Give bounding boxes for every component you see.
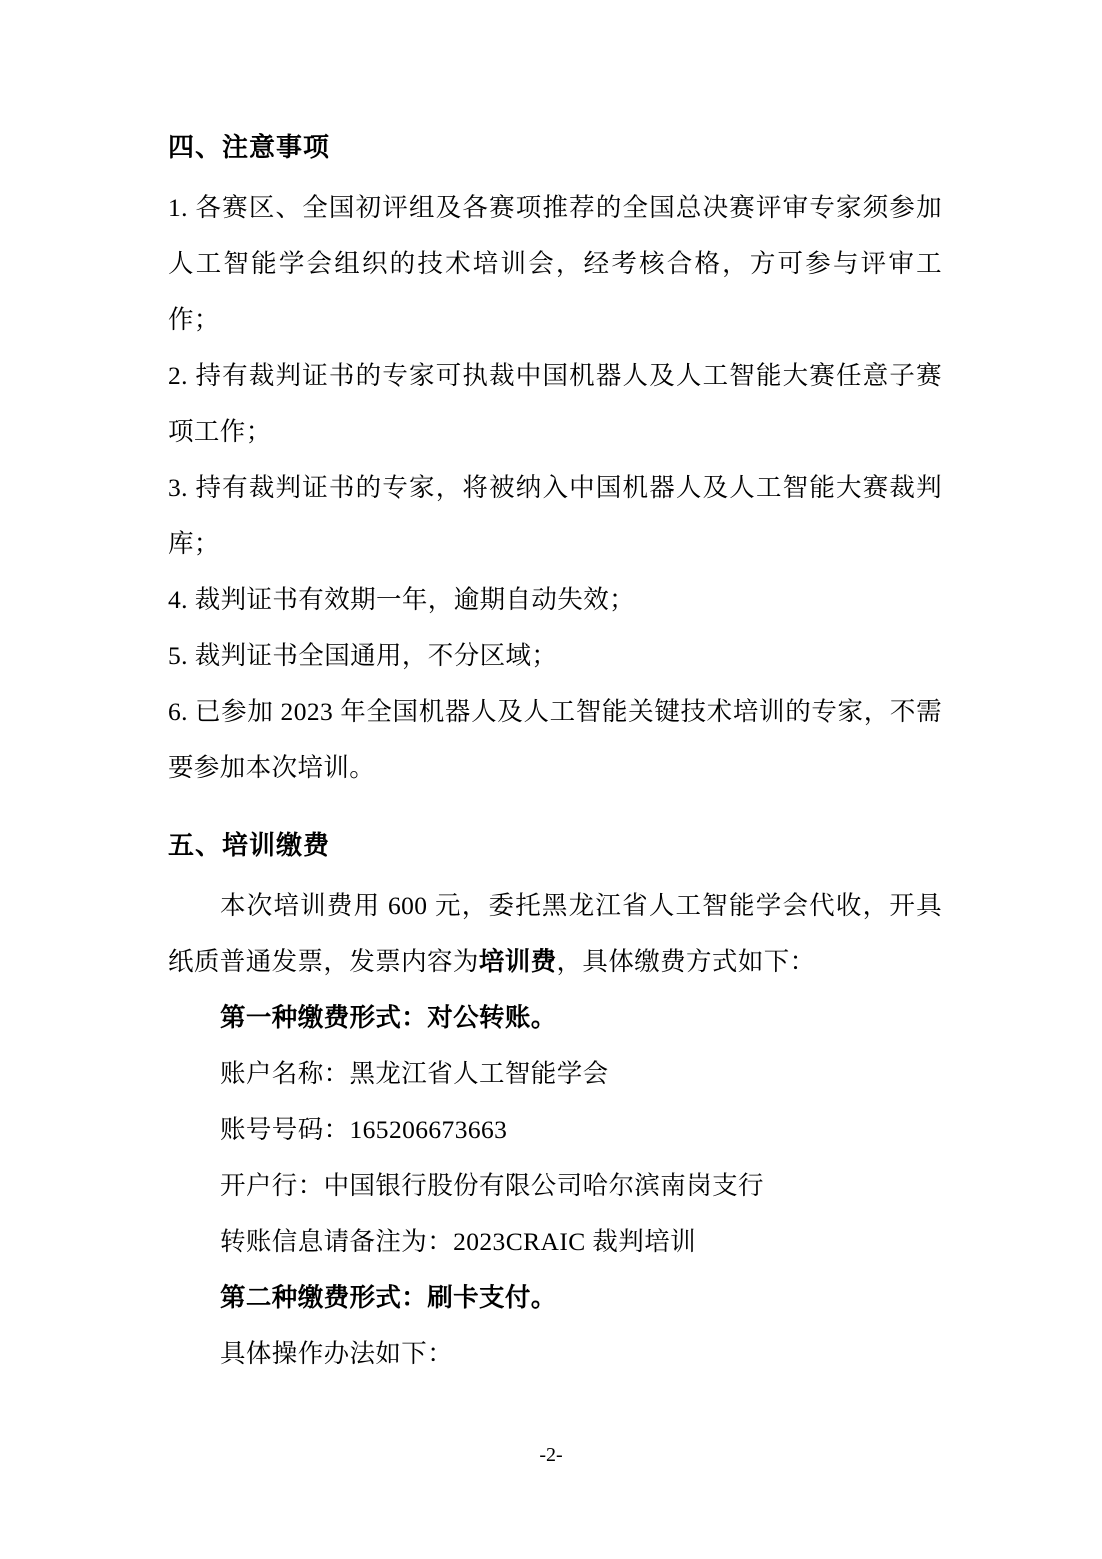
notes-item-4: 4. 裁判证书有效期一年，逾期自动失效； [168,585,636,614]
training-fee-intro-bold: 培训费 [478,947,557,976]
training-fee-intro [168,878,942,990]
payment-method-2-title: 第二种缴费形式：刷卡支付。 [220,1283,557,1312]
payment-account-number: 账号号码：165206673663 [220,1115,508,1144]
section-heading-notes: 四、注意事项 [168,133,331,162]
notes-paragraph-list [168,180,942,796]
notes-item-5: 5. 裁判证书全国通用，不分区域； [168,641,558,670]
training-fee-intro-before: 本次培训费用 600 元，委托黑龙江省人工智能学会代收，开具纸质普通发票，发票内容为 [168,891,942,976]
payment-method-2-instructions: 具体操作办法如下： [220,1339,454,1368]
payment-transfer-note: 转账信息请备注为：2023CRAIC 裁判培训 [220,1227,697,1256]
notes-item-1: 1. 各赛区、全国初评组及各赛项推荐的全国总决赛评审专家须参加人工智能学会组织的技术培训会，经考核合格，方可参与评审工作； [168,193,942,334]
payment-account-name: 账户名称：黑龙江省人工智能学会 [220,1059,609,1088]
notes-item-6: 6. 已参加 2023 年全国机器人及人工智能关键技术培训的专家，不需要参加本次培训。 [168,697,942,782]
notes-item-3: 3. 持有裁判证书的专家，将被纳入中国机器人及人工智能大赛裁判库； [168,473,942,558]
training-fee-content [168,878,942,1382]
training-fee-intro-after: ，具体缴费方式如下： [556,947,816,976]
payment-bank-branch: 开户行：中国银行股份有限公司哈尔滨南岗支行 [220,1171,764,1200]
notes-item-2: 2. 持有裁判证书的专家可执裁中国机器人及人工智能大赛任意子赛项工作； [168,361,942,446]
section-heading-training-fee: 五、培训缴费 [168,831,331,860]
payment-method-1-title: 第一种缴费形式：对公转账。 [220,1003,557,1032]
page-number: -2- [539,1444,563,1466]
